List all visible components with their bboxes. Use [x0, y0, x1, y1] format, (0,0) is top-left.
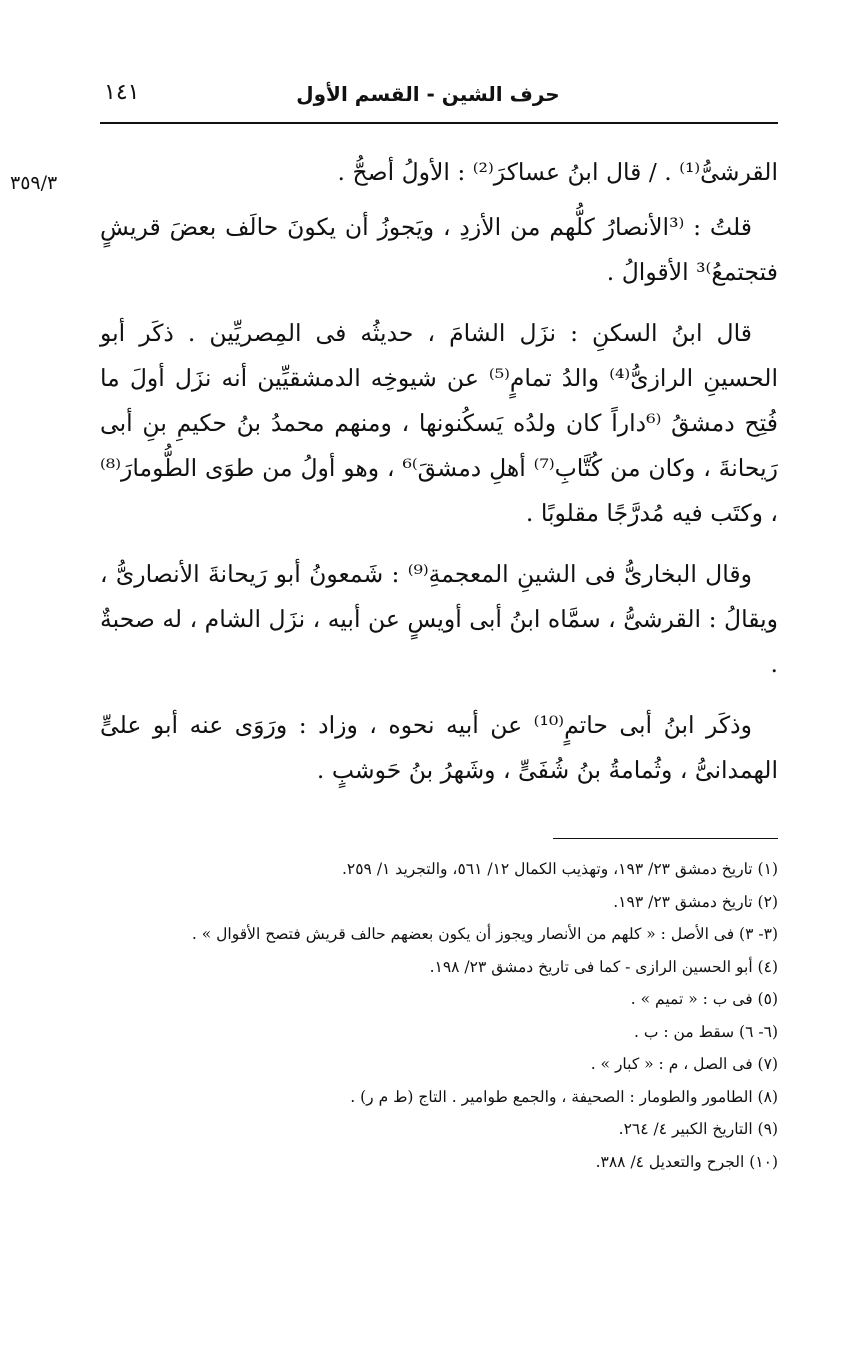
margin-reference: ٣٥٩/٣ [10, 172, 58, 194]
footnotes [100, 853, 778, 1178]
footnote: (٨) الطامور والطومار : الصحيفة ، والجمع طوامير . التاج (ط م ر) . [350, 1087, 778, 1106]
paragraph: القرشىُّ⁽¹⁾ . / قال ابنُ عساكرَ⁽²⁾ : الأولُ أصحُّ . [337, 158, 778, 186]
paragraph: قال ابنُ السكنِ : نزَل الشامَ ، حديثُه فى المِصريِّين . ذكَر أبو الحسينِ الرازىُّ⁽⁴⁾ والدُ تمامٍ⁽⁵⁾ عن شيوخِه الدمشقيِّين أنه نزَل أولَ ما فُتِح دمشقُ ⁽⁶داراً كان ولدُه يَسكُنونها ، ومنهم محمدُ بنُ حكيمِ بنِ أبى رَيحانةَ ، وكان من كُتَّابِ⁽⁷⁾ أهلِ دمشقَ⁾⁶ ، وهو أولُ من طوَى الطُّومارَ⁽⁸⁾ ، وكتَب فيه مُدرَّجًا مقلوبًا . [100, 319, 778, 527]
footnote: (٤) أبو الحسين الرازى - كما فى تاريخ دمشق ٢٣/ ١٩٨. [429, 957, 778, 976]
footnote-rule [553, 838, 778, 839]
paragraph: قلتُ : ⁽³الأنصارُ كلُّهم من الأزدِ ، ويَجوزُ أن يكونَ حالَف بعضَ قريشٍ فتجتمعُ⁾³ الأقوالُ . [100, 213, 778, 286]
footnote: (١) تاريخ دمشق ٢٣/ ١٩٣، وتهذيب الكمال ١٢/ ٥٦١، والتجريد ١/ ٢٥٩. [341, 860, 778, 878]
footnote: (٣- ٣) فى الأصل : « كلهم من الأنصار ويجوز أن يكون بعضهم حالف قريش فتصح الأقوال » . [191, 925, 778, 943]
footnote: (٧) فى الصل ، م : « كبار » . [590, 1055, 778, 1073]
footnote: (١٠) الجرح والتعديل ٤/ ٣٨٨. [595, 1152, 778, 1171]
header-rule [100, 122, 778, 124]
footnote: (٥) فى ب : « تميم » . [630, 990, 778, 1008]
footnote: (٢) تاريخ دمشق ٢٣/ ١٩٣. [613, 892, 778, 911]
page-number: ١٤١ [104, 80, 140, 105]
main-text [100, 150, 778, 809]
footnote: (٦- ٦) سقط من : ب . [634, 1022, 778, 1041]
paragraph: وذكَر ابنُ أبى حاتمٍ⁽¹⁰⁾ عن أبيه نحوه ، وزاد : ورَوَى عنه أبو علىٍّ الهمدانىُّ ، وثُمامةُ بنُ شُفَىٍّ ، وشَهرُ بنُ حَوشبٍ . [100, 711, 778, 784]
footnote: (٩) التاريخ الكبير ٤/ ٢٦٤. [618, 1120, 778, 1138]
paragraph: وقال البخارىُّ فى الشينِ المعجمةِ⁽⁹⁾ : شَمعونُ أبو رَيحانةَ الأنصارىُّ ، ويقالُ : القرشىُّ ، سمَّاه ابنُ أبى أويسٍ عن أبيه ، نزَل الشام ، له صحبةٌ . [100, 560, 778, 678]
running-header-title: حرف الشين - القسم الأول [296, 82, 560, 106]
